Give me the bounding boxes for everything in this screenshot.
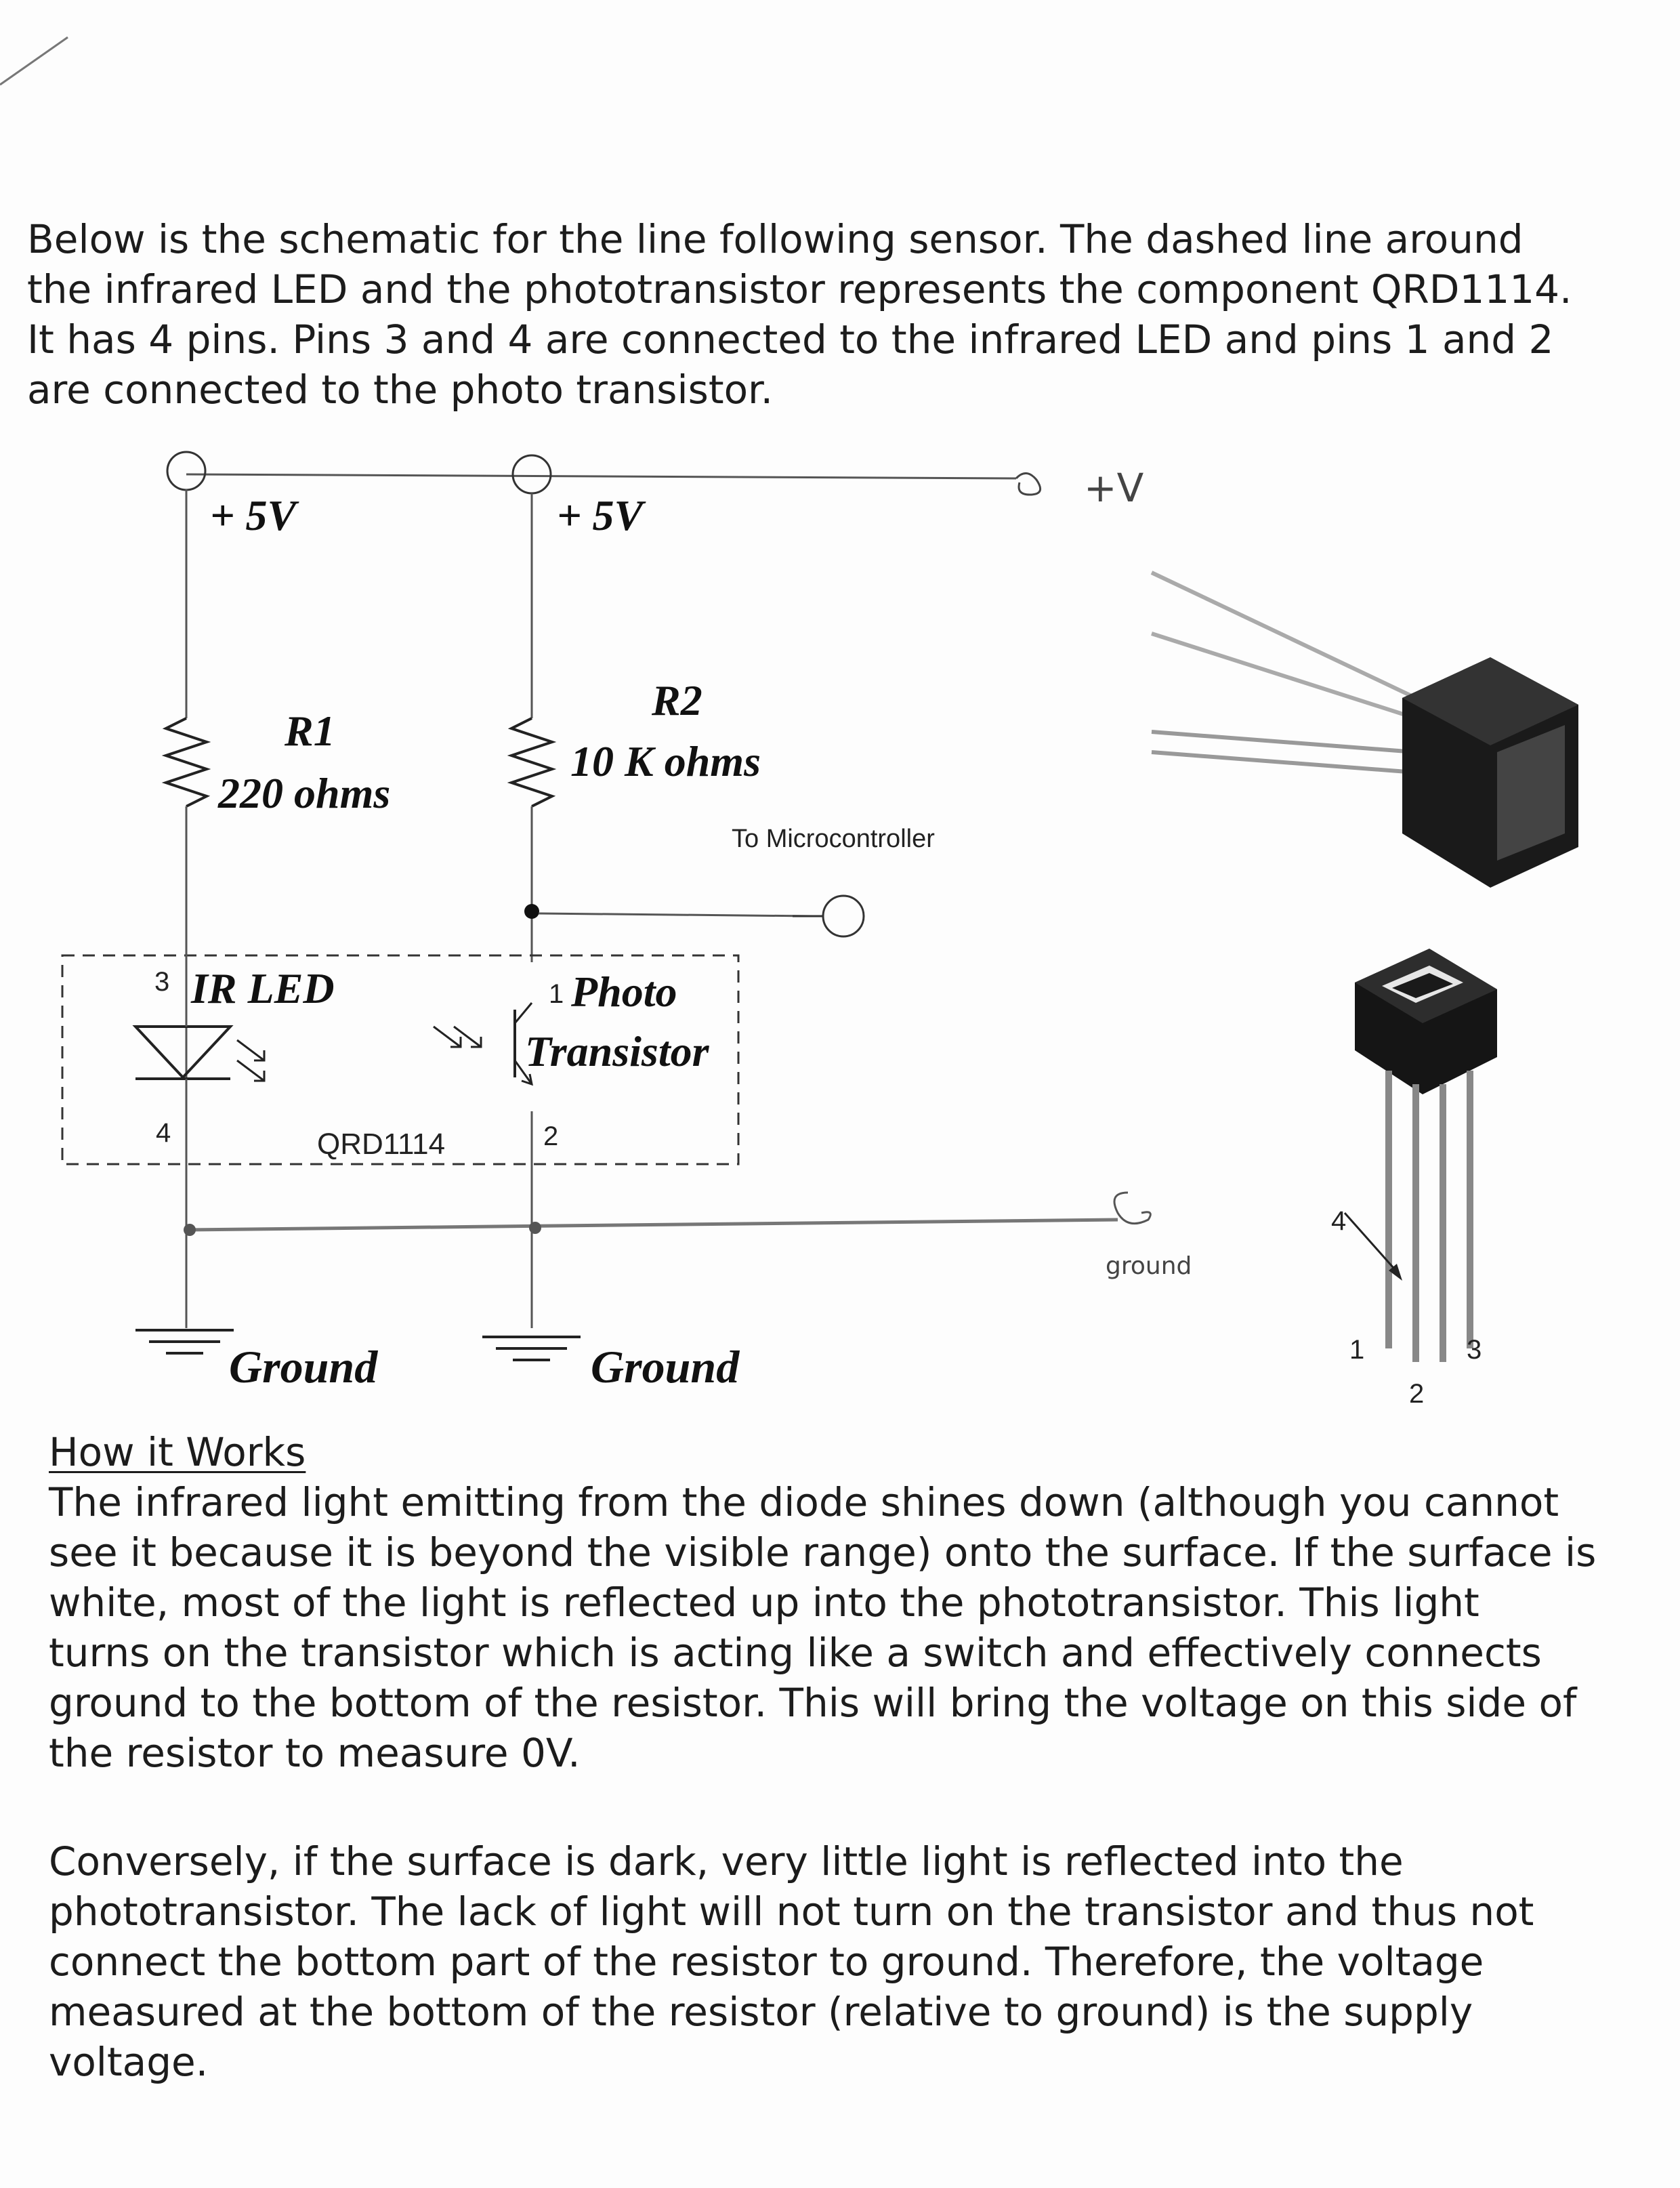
handwritten-ground-terminal <box>1114 1193 1150 1224</box>
how-line: The infrared light emitting from the diode shines down (although you cannot <box>49 1479 1559 1525</box>
output-junction <box>524 904 539 919</box>
supply-right-label: + 5V <box>557 491 644 539</box>
intro-line: It has 4 pins. Pins 3 and 4 are connected to the infrared LED and pins 1 and 2 <box>27 316 1554 363</box>
led-arrow-2 <box>237 1060 264 1081</box>
conversely-line: measured at the bottom of the resistor (relative to ground) is the supply <box>49 1989 1473 2035</box>
r2-resistor <box>511 718 552 806</box>
pin3-label: 3 <box>154 967 170 997</box>
pin1-label: 1 <box>549 979 564 1009</box>
r2-value: 10 K ohms <box>570 737 761 785</box>
how-line: white, most of the light is reflected up into the phototransistor. This light <box>49 1580 1479 1626</box>
ground-left-label: Ground <box>229 1341 378 1392</box>
package-pin1: 1 <box>1349 1335 1365 1365</box>
how-line: the resistor to measure 0V. <box>49 1730 581 1776</box>
intro-line: are connected to the photo transistor. <box>27 367 774 413</box>
micro-label: To Microcontroller <box>732 825 935 853</box>
package-pin3: 3 <box>1467 1335 1482 1365</box>
r1-resistor <box>166 718 207 806</box>
conversely-paragraph <box>49 1836 1627 2087</box>
intro-line: the infrared LED and the phototransistor represents the component QRD1114. <box>27 266 1572 312</box>
ground-note: ground <box>1106 1252 1192 1280</box>
conversely-line: connect the bottom part of the resistor to ground. Therefore, the voltage <box>49 1939 1484 1985</box>
r1-value: 220 ohms <box>218 769 391 817</box>
ground-junction-right <box>529 1222 541 1234</box>
supply-wire <box>186 474 1016 478</box>
pin4-label: 4 <box>156 1118 171 1148</box>
r2-name: R2 <box>652 676 702 724</box>
ground-junction-left <box>184 1224 196 1236</box>
conversely-line: phototransistor. The lack of light will not turn on the transistor and thus not <box>49 1888 1534 1935</box>
photo-label-1: Photo <box>571 968 677 1016</box>
intro-line: Below is the schematic for the line following sensor. The dashed line around <box>27 216 1524 262</box>
pt-collector <box>515 1003 532 1023</box>
sensor-schematic <box>0 420 1680 1423</box>
photo-label-2: Transistor <box>525 1027 709 1075</box>
intro-paragraph <box>27 214 1585 415</box>
ground-right-label: Ground <box>591 1341 740 1392</box>
supply-left-label: + 5V <box>210 491 297 539</box>
how-line: turns on the transistor which is acting like a switch and effectively connects <box>49 1630 1542 1676</box>
how-it-works-heading: How it Works <box>49 1429 306 1475</box>
r1-name: R1 <box>285 707 335 755</box>
output-terminal <box>823 896 864 936</box>
led-symbol <box>135 1027 230 1077</box>
ground-bus <box>186 1220 1118 1230</box>
pen-mark <box>0 0 81 95</box>
ground-symbol-left <box>135 1330 234 1353</box>
package-pin4: 4 <box>1331 1206 1347 1236</box>
part-label: QRD1114 <box>317 1128 446 1161</box>
ground-symbol-right <box>482 1337 581 1360</box>
conversely-line: Conversely, if the surface is dark, very little light is reflected into the <box>49 1838 1404 1884</box>
led-label: IR LED <box>191 964 335 1012</box>
conversely-line: voltage. <box>49 2039 209 2085</box>
supply-terminal-left <box>167 452 205 490</box>
supply-note: +V <box>1084 465 1144 511</box>
how-line: see it because it is beyond the visible range) onto the surface. If the surface is <box>49 1529 1597 1575</box>
package-photo-side <box>1152 420 1680 888</box>
supply-terminal-right <box>513 455 551 493</box>
output-wire <box>539 913 813 916</box>
how-line: ground to the bottom of the resistor. This will bring the voltage on this side of <box>49 1680 1577 1726</box>
package-photo-front <box>1345 949 1497 1362</box>
led-arrow-1 <box>237 1040 264 1060</box>
pin2-label: 2 <box>543 1121 559 1151</box>
package-pin2: 2 <box>1409 1379 1425 1409</box>
handwritten-terminal <box>1016 473 1041 495</box>
how-it-works-paragraph <box>49 1477 1627 1778</box>
